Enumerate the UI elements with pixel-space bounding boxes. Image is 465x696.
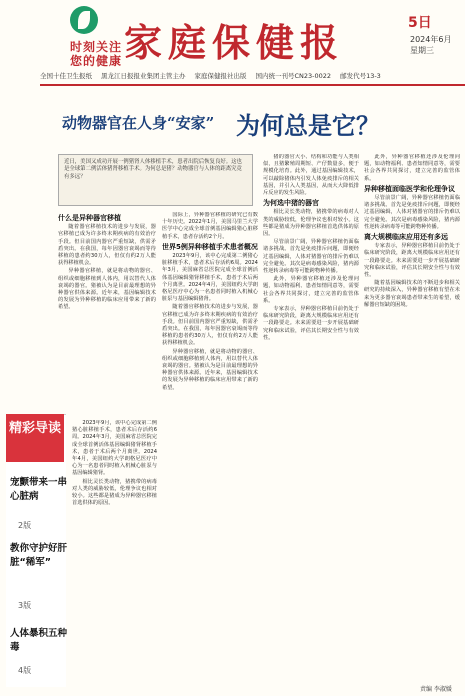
article-intro: 近日，美国又成功开展一例猪肾人体移植手术，患者出院后恢复良好。这也是全球第二例活体猪肾移植手术。为何总是猪？动物器官与人体的距离究竟有多远？ xyxy=(58,154,253,206)
paragraph: 异种器官移植，就是将动物的器官、组织或细胞移植到人体内，用以替代人体衰竭的器官。猪被认为是目前最理想的异种器官供体来源。近年来，基因编辑技术的发展为异种移植的临床应用带来了新的希望。 xyxy=(162,348,258,391)
paragraph: 专家表示，异种器官移植目前仍处于临床研究阶段，距离大规模临床应用还有一段路要走。未来需要进一步开展基础研究和临床试验，评估其长期安全性与有效性。 xyxy=(364,243,460,279)
section-title: 离大规模临床应用还有多远 xyxy=(364,233,448,242)
paragraph: 国际上，异种器官移植的研究已有数十年历史。2022年1月，美国马里兰大学医学中心完成全球首例基因编辑猪心脏移植手术，患者存活约2个月。 xyxy=(162,212,258,240)
paragraph: 尽管前景广阔，异种器官移植仍面临诸多挑战。首先是免疫排斥问题，即便经过基因编辑，人体对猪器官的排斥仍难以完全避免。其次是病毒感染风险，猪内源性逆转录病毒等可能跨物种传播。 xyxy=(364,195,460,230)
guide-page-2: 3版 xyxy=(18,601,32,610)
slogan-line-1: 时刻关注 xyxy=(70,40,123,54)
newspaper-title: 家庭保健报 xyxy=(124,20,345,65)
masthead-divider xyxy=(40,84,465,86)
guide-item-2[interactable]: 教你守护好肝脏“稀军” xyxy=(10,543,68,568)
column-2 xyxy=(162,212,258,686)
guide-page-3: 4版 xyxy=(18,666,32,675)
info-item: 黑龙江日报报业集团主管主办 xyxy=(101,71,186,80)
section-title: 什么是异种器官移植 xyxy=(58,214,121,222)
info-item: 家庭保健报社出版 xyxy=(194,71,247,80)
editor-credit: 责编 李淑媛 xyxy=(420,686,452,693)
issue-day: 5日 xyxy=(408,15,432,31)
paragraph: 2023年9月，该中心完成第二例猪心脏移植手术，患者术后存活约6周。2024年3月，美国麻省总医院完成全球首例活体基因编辑猪肾移植手术，患者于术后两个月离世。2024年4月，美国纽约大学朗格尼医疗中心为一名患者同时植入机械心脏泵与基因编辑猪肾。 xyxy=(72,420,157,477)
issue-year-month: 2024年6月 xyxy=(410,35,452,44)
paragraph: 专家表示，异种器官移植目前仍处于临床研究阶段，距离大规模临床应用还有一段路要走。未来需要进一步开展基础研究和临床试验，评估其长期安全性与有效性。 xyxy=(263,306,359,341)
guide-page-1: 2版 xyxy=(18,521,32,530)
column-4 xyxy=(364,154,460,682)
masthead-info-bar xyxy=(40,66,465,84)
guide-item-3[interactable]: 人体暴积五种毒 xyxy=(10,628,68,653)
paragraph: 异种器官移植，就是将动物的器官、组织或细胞移植到人体内，用以替代人体衰竭的器官。猪被认为是目前最理想的异种器官供体来源。近年来，基因编辑技术的发展为异种移植的临床应用带来了新的希望。 xyxy=(58,268,156,311)
column-3 xyxy=(263,154,359,686)
info-item: 邮发代号13-3 xyxy=(340,71,381,80)
paragraph: 随着器官移植技术的进步与发展，器官移植已成为许多终末期疾病的有效治疗手段。但目前国内器官严重短缺，供需矛盾突出。在我国，每年因器官衰竭而等待移植的患者约30万人，但仅有约2万人能获得移植机会。 xyxy=(162,304,258,347)
headline-part-b: 为何总是它？ xyxy=(236,111,380,140)
section-title: 异种移植面临医学和伦理争议 xyxy=(364,184,455,193)
section-title: 为何选中猪的器官 xyxy=(263,199,319,208)
paragraph: 相比灵长类动物，猪携带的病毒对人类的威胁较低，伦理争议也相对较小。这些都是猪成为异种器官移植首选供体的原因。 xyxy=(263,209,359,238)
info-item: 国内统一刊号CN23-0022 xyxy=(255,71,332,80)
guide-item-1[interactable]: 宠颤带来一串心脏病 xyxy=(10,477,68,502)
paragraph: 此外，异种器官移植还涉及伦理问题，如动物福利、患者知情同意等，需要社会各界共同探讨，建立完善的监管体系。 xyxy=(364,154,460,182)
guide-header: 精彩导读 xyxy=(6,414,64,462)
slogan-line-2: 您的健康 xyxy=(70,54,123,68)
paragraph: 此外，异种器官移植还涉及伦理问题，如动物福利、患者知情同意等，需要社会各界共同探讨，建立完善的监管体系。 xyxy=(263,276,359,304)
headline-part-a: 动物器官在人身“安家” xyxy=(62,114,215,132)
info-item: 全国十佳卫生报纸 xyxy=(40,71,92,80)
column-1 xyxy=(58,212,156,417)
section-title: 世界5例异种移植手术患者概况 xyxy=(162,242,258,251)
paragraph: 相比灵长类动物，猪携带的病毒对人类的威胁较低，伦理争议也相对较小。这些都是猪成为异种器官移植首选供体的原因。 xyxy=(72,478,157,507)
paragraph: 随着器官移植技术的进步与发展，器官移植已成为许多终末期疾病的有效治疗手段。但目前国内器官严重短缺，供需矛盾突出。在我国，每年因器官衰竭而等待移植的患者约30万人，但仅有约2万人能获得移植机会。 xyxy=(58,224,156,267)
paragraph: 2023年9月，该中心完成第二例猪心脏移植手术，患者术后存活约6周。2024年3月，美国麻省总医院完成全球首例活体基因编辑猪肾移植手术，患者于术后两个月离世。2024年4月，美国纽约大学朗格尼医疗中心为一名患者同时植入机械心脏泵与基因编辑猪肾。 xyxy=(162,253,258,303)
paragraph: 随着基因编辑技术的不断进步和相关研究的持续深入，异种器官移植有望在未来为更多器官衰竭患者带来生的希望，缓解器官短缺的困境。 xyxy=(364,280,460,308)
column-1-lower xyxy=(72,420,157,686)
paragraph: 尽管前景广阔，异种器官移植仍面临诸多挑战。首先是免疫排斥问题，即便经过基因编辑，人体对猪器官的排斥仍难以完全避免。其次是病毒感染风险，猪内源性逆转录病毒等可能跨物种传播。 xyxy=(263,239,359,275)
issue-weekday: 星期三 xyxy=(410,46,434,55)
paragraph: 猪的器官大小、结构和功能与人类相似，且猪繁殖周期短、产仔数量多，便于规模化培育。此外，通过基因编辑技术，可以敲除猪体内引发人体免疫排斥的相关基因，并引入人类基因，从而大大降低排斥反应的发生风险。 xyxy=(263,154,359,197)
